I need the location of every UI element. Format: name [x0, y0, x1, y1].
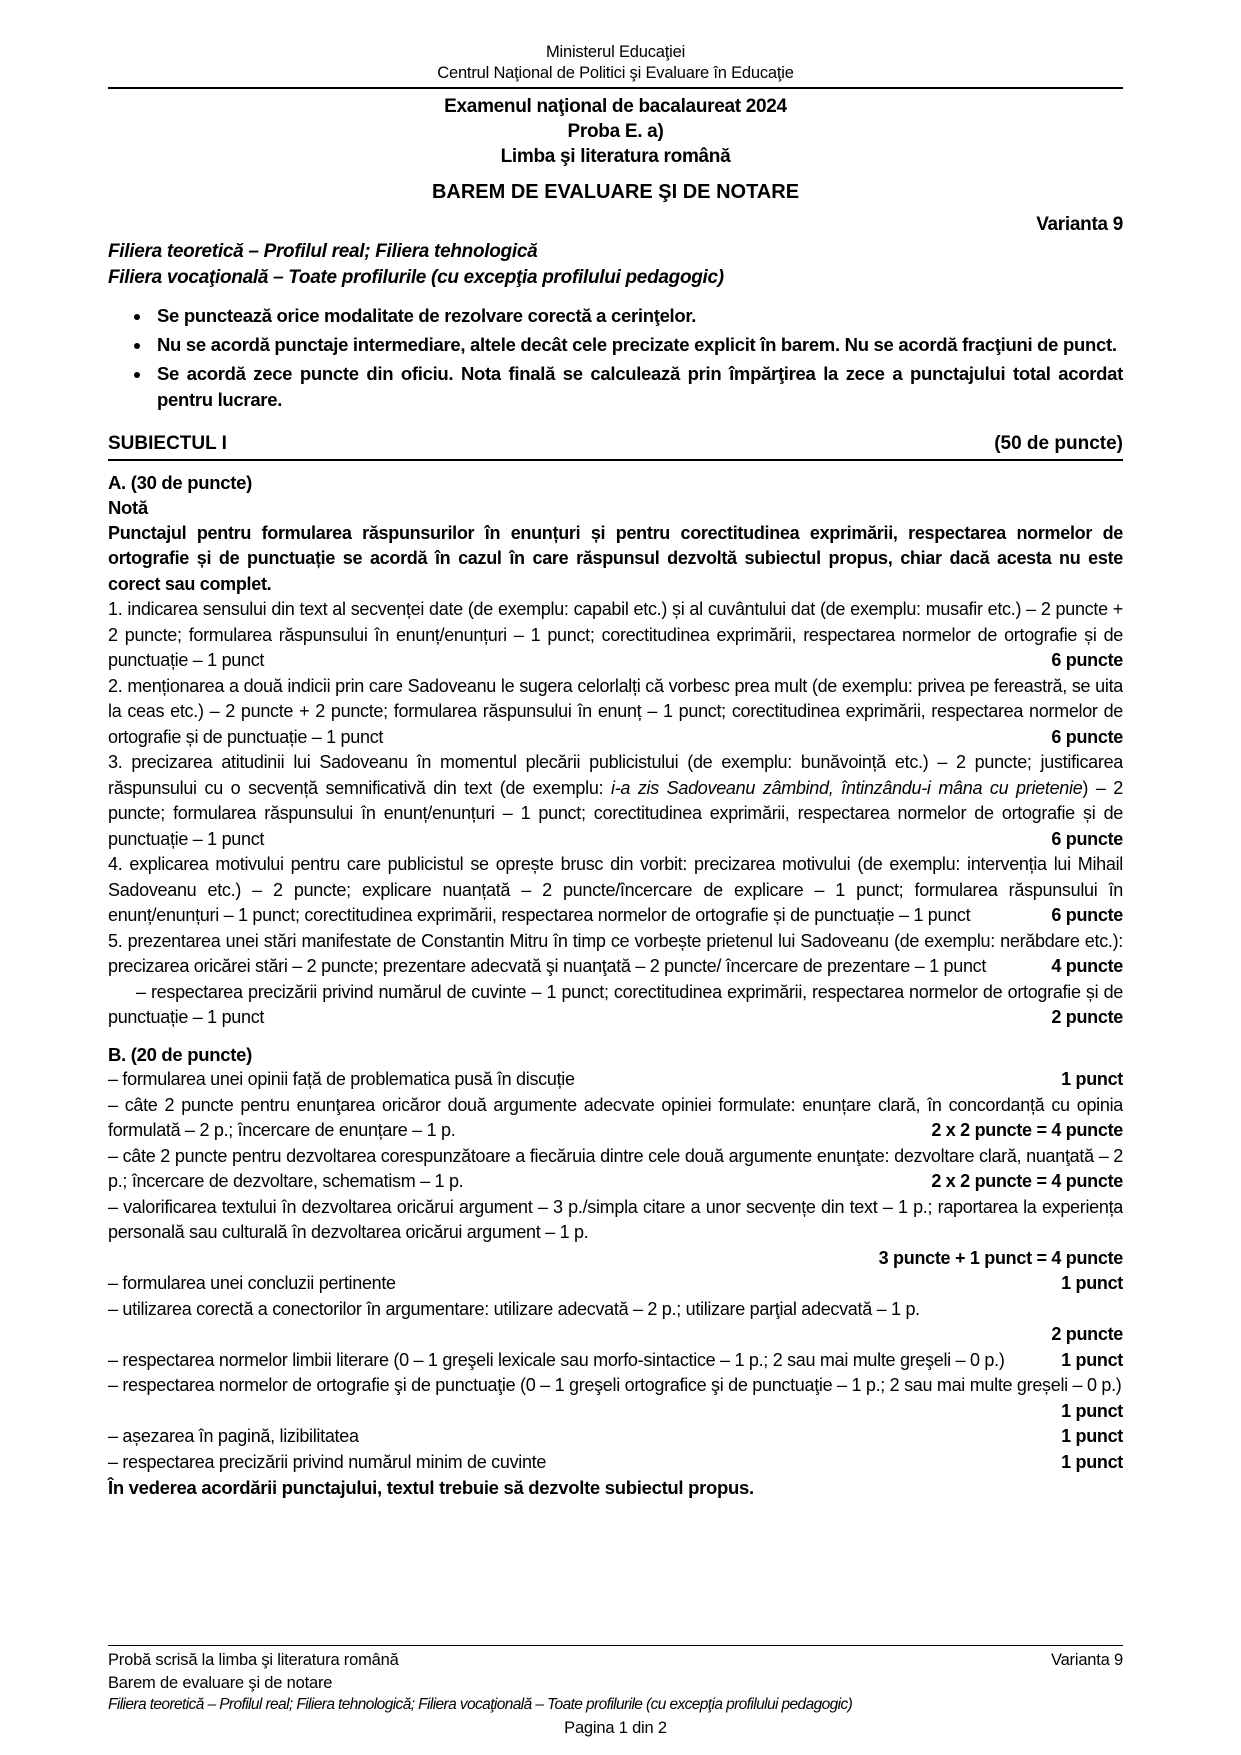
rubric-item-b3-score: 2 x 2 puncte = 4 puncte	[931, 1171, 1123, 1191]
exam-proba: Proba E. a)	[567, 121, 664, 142]
rubric-item-b7-text: – respectarea normelor limbii literare (0 – 1 greşeli lexicale sau morfo-sintactice – 1 p.; 2 sau mai multe greşeli – 0 p.)	[108, 1349, 1005, 1370]
rubric-item-a2-text: 2. menționarea a două indicii prin care Sadoveanu le sugera celorlalți că vorbesc prea mult (de exemplu: privea pe fereastră, se uita la ceas etc.) – 2 puncte + 2 puncte; formularea răspunsului în enunț – 1 punct; corectitudinea exprimării, respectarea normelor de ortografie și de punctuație – 1 punct	[108, 675, 1123, 747]
filiera-line-2: Filiera vocaţională – Toate profilurile (cu excepţia profilului pedagogic)	[108, 267, 724, 288]
rubric-item-a2-score: 6 puncte	[1051, 726, 1123, 747]
subject-1-points: (50 de puncte)	[994, 433, 1123, 454]
rubric-item-a3-quote: i-a zis Sadoveanu zâmbind, întinzându-i mâna cu prietenie	[610, 777, 1083, 798]
filiera-line-1: Filiera teoretică – Profilul real; Filiera tehnologică	[108, 241, 538, 262]
title-block	[108, 94, 1123, 205]
rubric-item-b7-score: 1 punct	[1061, 1349, 1123, 1370]
rubric-item-a6-score: 2 puncte	[1051, 1007, 1123, 1027]
rubric-item-a5-score: 4 puncte	[1051, 956, 1123, 976]
rubric-item-b4-score: 3 puncte + 1 punct = 4 puncte	[878, 1247, 1123, 1268]
rubric-item-a3	[108, 750, 1123, 852]
rubric-item-a3-score: 6 puncte	[1051, 828, 1123, 849]
section-a-heading: A. (30 de puncte)	[108, 471, 252, 493]
rubric-item-b10	[108, 1450, 1123, 1476]
rubric-item-b4-text: – valorificarea textului în dezvoltarea oricărui argument – 3 p./simpla citare a unor secvențe din text – 1 p.; raportarea la experiența personală sau culturală în dezvoltarea oricărui argument – 1 p.	[108, 1196, 1123, 1242]
ministry-name: Ministerul Educaţiei	[545, 43, 686, 61]
section-a-nota-label: Notă	[108, 497, 148, 518]
rubric-item-b10-score: 1 punct	[1061, 1451, 1123, 1472]
footer-proba: Probă scrisă la limba şi literatura română	[108, 1651, 399, 1669]
rubric-item-b9-text: – așezarea în pagină, lizibilitatea	[108, 1426, 359, 1446]
exam-subject: Limba şi literatura română	[500, 146, 731, 167]
rubric-item-b10-text: – respectarea precizării privind numărul minim de cuvinte	[108, 1451, 547, 1472]
rubric-item-b1-score: 1 punct	[1061, 1069, 1123, 1089]
rubric-item-b3-text: – câte 2 puncte pentru dezvoltarea corespunzătoare a fiecăruia dintre cele două argumente enunţate: dezvoltare clară, nuanţată – 2 p.; încercare de dezvoltare, schematism – 1 p.	[108, 1145, 1123, 1191]
page-footer	[108, 1645, 1123, 1739]
rubric-item-a3-text-pre: 3. precizarea atitudinii lui Sadoveanu în momentul plecării publicistului (de exemplu: bunăvoință etc.) – 2 puncte; justificarea răspunsului cu o secvență semnificativă din text (de exemplu:	[108, 752, 1123, 798]
variant-label: Varianta 9	[1036, 214, 1123, 235]
rubric-item-b4	[108, 1195, 1123, 1246]
rubric-item-a6	[108, 980, 1123, 1031]
rubric-item-b2-text: – câte 2 puncte pentru enunţarea oricăror două argumente adecvate opiniei formulate: enunțare clară, în concordanță cu opinia formulată – 2 p.; încercare de enunțare – 1 p.	[108, 1094, 1123, 1140]
general-rules-list	[108, 303, 1123, 413]
section-a-nota-text: Punctajul pentru formularea răspunsurilor în enunțuri și pentru corectitudinea exprimării, respectarea normelor de ortografie și de punctuație se acordă în cazul în care răspunsul dezvoltă subiectul propus, chiar dacă acesta nu este corect sau complet.	[108, 522, 1123, 594]
section-b-heading: B. (20 de puncte)	[108, 1043, 252, 1065]
rubric-item-b6-score: 2 puncte	[1051, 1324, 1123, 1344]
general-rule-1: • Se punctează orice modalitate de rezolvare corectă a cerinţelor.	[152, 303, 1123, 329]
filiera-block	[108, 239, 1123, 291]
rubric-item-b8-text: – respectarea normelor de ortografie şi de punctuaţie (0 – 1 greşeli ortografice şi de punctuaţie – 1 p.; 2 sau mai multe greșeli – 0 p.)	[108, 1375, 1122, 1395]
rubric-item-a3-text-post: ) – 2 puncte; formularea răspunsului în enunț/enunțuri – 1 punct; corectitudinea exprimării, respectarea normelor de ortografie și de punctuație – 1 punct	[108, 777, 1123, 849]
section-b-closing-note: În vederea acordării punctajului, textul trebuie să dezvolte subiectul propus.	[108, 1477, 754, 1498]
rubric-item-b5-score: 1 punct	[1061, 1273, 1123, 1293]
rubric-item-b9	[108, 1424, 1123, 1450]
rubric-item-b7	[108, 1348, 1123, 1374]
exam-title: Examenul naţional de bacalaureat 2024	[444, 96, 787, 117]
barem-title: BAREM DE EVALUARE ŞI DE NOTARE	[431, 181, 800, 203]
footer-variant: Varianta 9	[1051, 1651, 1123, 1669]
footer-filiera: Filiera teoretică – Profilul real; Filiera tehnologică; Filiera vocaţională – Toate profilurile (cu excepţia profilului pedagogic)	[108, 1696, 853, 1713]
rubric-item-b9-score: 1 punct	[1061, 1426, 1123, 1446]
subject-1-heading-row	[108, 431, 1123, 461]
rubric-item-a4-score: 6 puncte	[1051, 905, 1123, 925]
rubric-item-b5	[108, 1271, 1123, 1297]
footer-barem: Barem de evaluare şi de notare	[108, 1673, 333, 1692]
footer-row-1	[108, 1649, 1123, 1672]
rubric-item-a5	[108, 929, 1123, 980]
rubric-item-b8	[108, 1373, 1123, 1424]
rubric-item-a1-text: 1. indicarea sensului din text al secvenței date (de exemplu: capabil etc.) și al cuvântului dat (de exemplu: musafir etc.) – 2 puncte + 2 puncte; formularea răspunsului în enunț/enunțuri – 1 punct; corectitudinea exprimării, respectarea normelor de ortografie și de punctuație – 1 punct	[108, 599, 1123, 670]
rubric-item-a2	[108, 674, 1123, 751]
rubric-item-a4	[108, 852, 1123, 929]
rubric-item-b2-score: 2 x 2 puncte = 4 puncte	[931, 1120, 1123, 1140]
general-rule-2: • Nu se acordă punctaje intermediare, altele decât cele precizate explicit în barem. Nu se acordă fracţiuni de punct.	[152, 332, 1123, 358]
footer-page-number: Pagina 1 din 2	[564, 1718, 667, 1737]
general-rule-3: • Se acordă zece puncte din oficiu. Nota finală se calculează prin împărţirea la zece a punctajului total acordat pentru lucrare.	[152, 361, 1123, 413]
rubric-item-a5-text: 5. prezentarea unei stări manifestate de Constantin Mitru în timp ce vorbește prietenul lui Sadoveanu (de exemplu: nerăbdare etc.): precizarea oricărei stări – 2 puncte; prezentare adecvată şi nuanţată – 2 puncte/ încercare de prezentare – 1 punct	[108, 930, 1123, 976]
rubric-item-b2	[108, 1093, 1123, 1144]
header-divider	[108, 87, 1123, 89]
rubric-item-b1	[108, 1067, 1123, 1093]
rubric-item-a1-score: 6 puncte	[1051, 650, 1123, 670]
subject-1-title: SUBIECTUL I	[108, 433, 227, 454]
national-center-name: Centrul Naţional de Politici şi Evaluare în Educaţie	[437, 64, 794, 82]
rubric-item-a6-text: – respectarea precizării privind numărul de cuvinte – 1 punct; corectitudinea exprimării, respectarea normelor de ortografie și de punctuație – 1 punct	[108, 981, 1123, 1027]
rubric-item-b5-text: – formularea unei concluzii pertinente	[108, 1273, 396, 1293]
rubric-item-b8-score: 1 punct	[1061, 1400, 1123, 1421]
rubric-item-b6-text: – utilizarea corectă a conectorilor în argumentare: utilizare adecvată – 2 p.; utilizare parţial adecvată – 1 p.	[108, 1298, 920, 1319]
document-header	[108, 42, 1123, 84]
rubric-item-b1-text: – formularea unei opinii față de problematica pusă în discuție	[108, 1069, 575, 1089]
rubric-item-a4-text: 4. explicarea motivului pentru care publicistul se oprește brusc din vorbit: precizarea motivului (de exemplu: intervenția lui Mihail Sadoveanu etc.) – 2 puncte; explicare nuanțată – 2 puncte/încercare de explicare – 1 punct; formularea răspunsului în enunț/enunțuri – 1 punct; corectitudinea exprimării, respectarea normelor de ortografie și de punctuație – 1 punct	[108, 854, 1123, 925]
rubric-item-b3	[108, 1144, 1123, 1195]
rubric-item-a1	[108, 597, 1123, 674]
rubric-item-b6	[108, 1297, 1123, 1323]
